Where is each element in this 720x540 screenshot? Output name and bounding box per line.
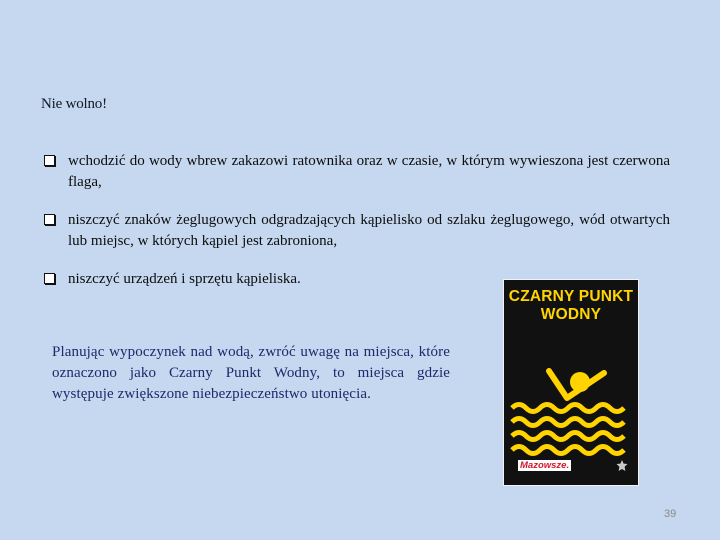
bullet-item (44, 151, 670, 193)
warning-note: Planując wypoczynek nad wodą, zwróć uwagę na miejsca, które oznaczono jako Czarny Punkt Wodny, to miejsca gdzie występuje zwiększone niebezpieczeństwo utonięcia. (52, 344, 450, 402)
bullet-item (44, 210, 670, 252)
mazowsze-logo: Mazowsze. (520, 460, 570, 471)
poster-title-line1: CZARNY PUNKT (508, 288, 634, 305)
checkbox-bullet-icon (44, 214, 55, 225)
poster-title (504, 288, 638, 324)
bullet-text: wchodzić do wody wbrew zakazowi ratownika oraz w czasie, w którym wywieszona jest czerwona flaga, (68, 153, 670, 190)
checkbox-bullet-icon (44, 273, 55, 284)
drowning-swimmer-icon (504, 338, 638, 458)
bullet-text: niszczyć urządzeń i sprzętu kąpieliska. (68, 271, 301, 287)
checkbox-bullet-icon (44, 155, 55, 166)
czarny-punkt-poster (503, 279, 639, 486)
page-number: 39 (664, 508, 677, 520)
slide-heading: Nie wolno! (41, 96, 107, 112)
bullet-text: niszczyć znaków żeglugowych odgradzających kąpielisko od szlaku żeglugowego, wód otwartych lub miejsc, w których kąpiel jest zabroniona, (68, 212, 670, 249)
poster-title-line2: WODNY (540, 306, 602, 323)
police-badge-icon (616, 460, 628, 472)
